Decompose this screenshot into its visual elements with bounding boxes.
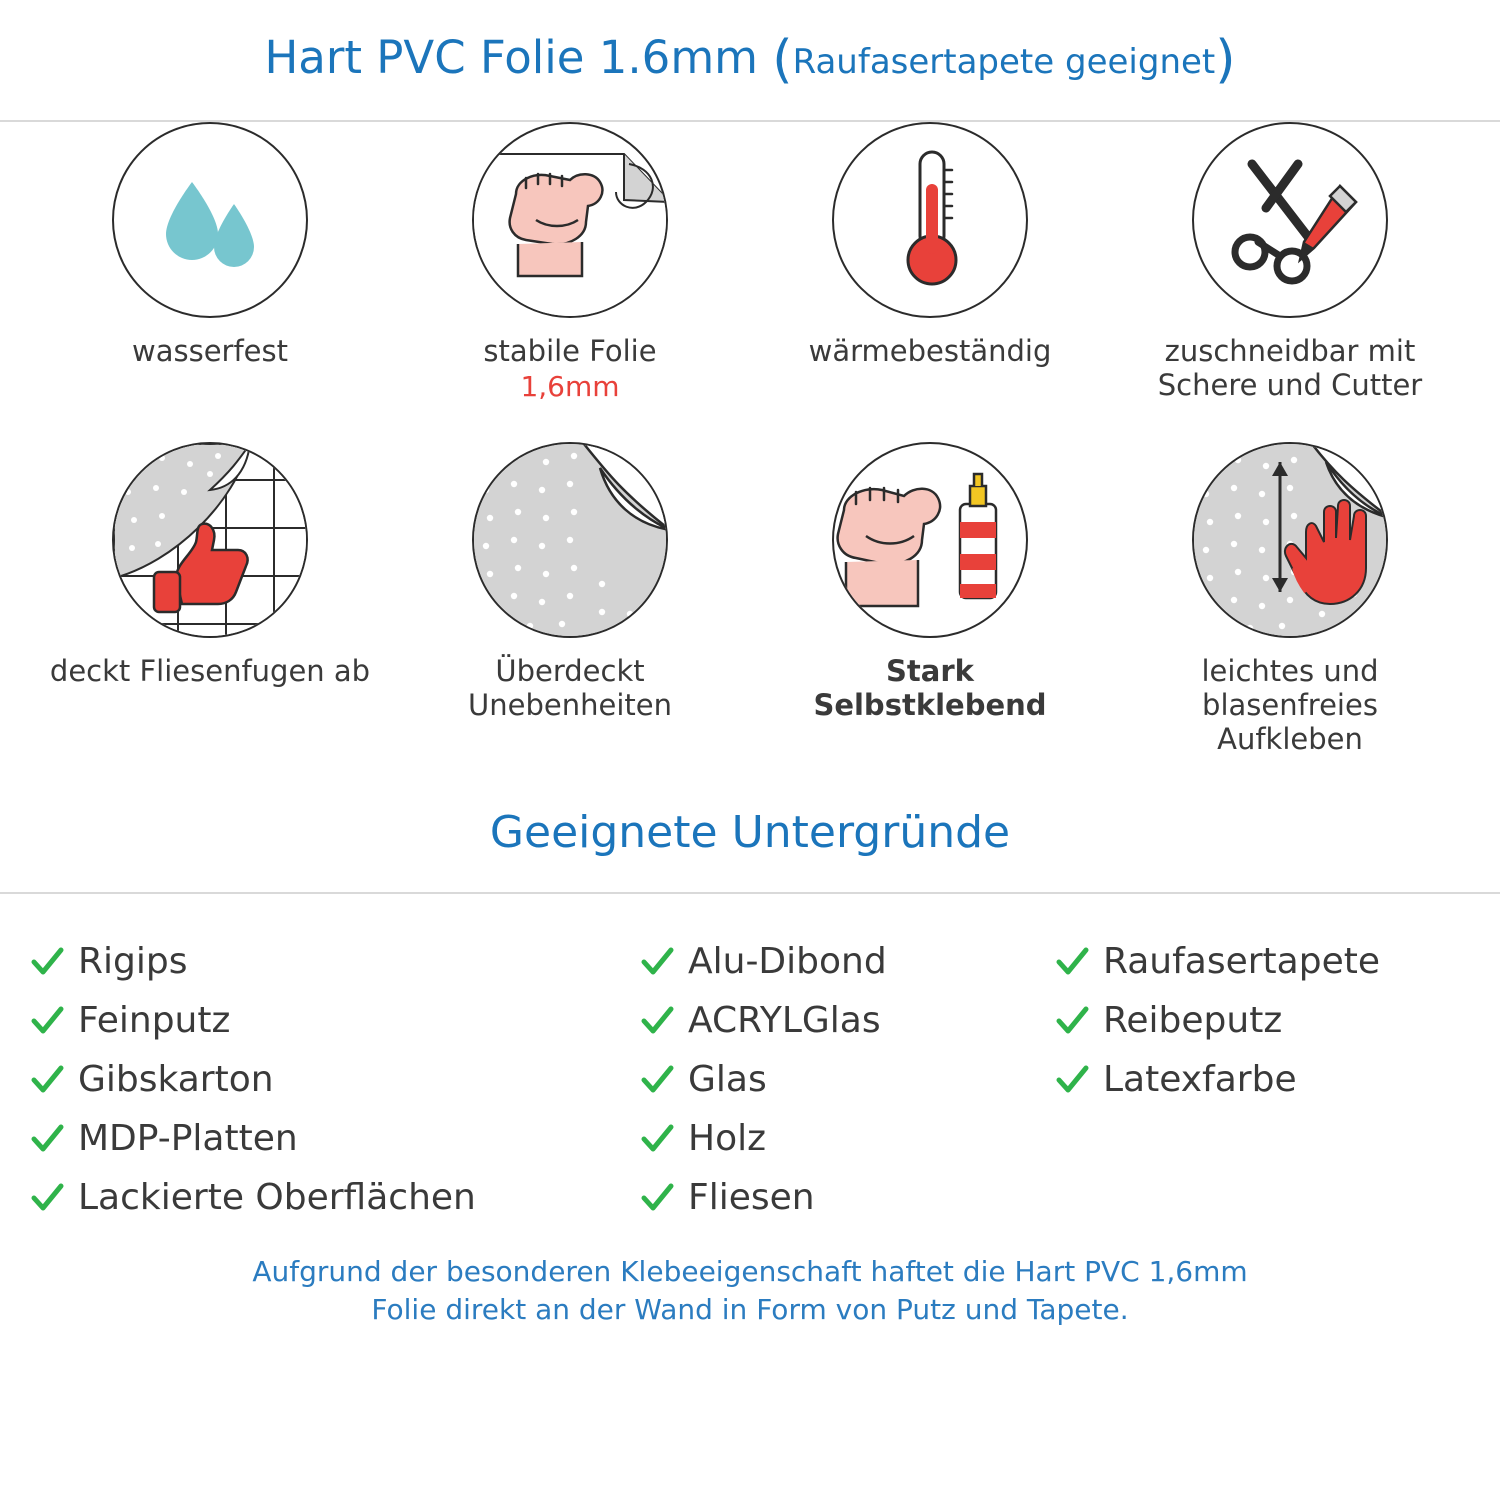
thumbs-up-tile-icon — [112, 442, 308, 638]
check-icon — [640, 1004, 674, 1038]
check-icon — [1055, 1004, 1089, 1038]
list-item — [30, 1050, 640, 1109]
list-item — [30, 991, 640, 1050]
surface-label: ACRYLGlas — [688, 1000, 881, 1041]
list-item — [640, 932, 1055, 991]
thermometer-icon — [832, 122, 1028, 318]
arm-glue-icon — [832, 442, 1028, 638]
feature-label: deckt Fliesenfugen ab — [49, 654, 371, 688]
surface-label: Raufasertapete — [1103, 941, 1380, 982]
page-title-sub: Raufasertapete geeignet — [792, 42, 1216, 82]
list-item — [30, 932, 640, 991]
feature-item — [390, 442, 750, 762]
check-icon — [1055, 945, 1089, 979]
feature-label: zuschneidbar mit Schere und Cutter — [1157, 334, 1423, 403]
surface-label: Latexfarbe — [1103, 1059, 1297, 1100]
feature-item — [30, 442, 390, 762]
feature-label: Stark Selbstklebend — [813, 654, 1047, 723]
feature-label: stabile Folie — [483, 334, 657, 368]
list-item — [640, 1109, 1055, 1168]
paren-open: ( — [772, 30, 793, 90]
surface-label: Lackierte Oberflächen — [78, 1177, 476, 1218]
feature-caption — [765, 654, 1095, 722]
list-item — [640, 991, 1055, 1050]
list-item — [1055, 932, 1500, 991]
foil-peel-icon — [472, 442, 668, 638]
feature-caption — [483, 334, 656, 403]
section-title: Geeignete Untergründe — [489, 806, 1011, 858]
feature-label: Überdeckt Unebenheiten — [468, 654, 672, 723]
surface-label: Feinputz — [78, 1000, 231, 1041]
surfaces-column-2 — [640, 932, 1055, 1227]
page-title-main: Hart PVC Folie 1.6mm — [264, 31, 773, 84]
feature-item — [750, 442, 1110, 762]
list-item — [1055, 1050, 1500, 1109]
list-item — [30, 1109, 640, 1168]
feature-sublabel: 1,6mm — [520, 370, 620, 404]
check-icon — [1055, 1063, 1089, 1097]
surface-label: Fliesen — [688, 1177, 815, 1218]
section-header — [0, 772, 1500, 894]
surfaces-column-1 — [30, 932, 640, 1227]
check-icon — [30, 1122, 64, 1156]
surface-label: Alu-Dibond — [688, 941, 887, 982]
list-item — [30, 1168, 640, 1227]
surface-label: Glas — [688, 1059, 767, 1100]
footer-line-1: Aufgrund der besonderen Klebeeigenschaft haftet die Hart PVC 1,6mm — [252, 1255, 1248, 1288]
feature-label: leichtes und blasenfreies Aufkleben — [1201, 654, 1379, 757]
check-icon — [30, 945, 64, 979]
feature-caption — [1125, 654, 1455, 757]
feature-grid — [0, 122, 1500, 762]
feature-caption — [1125, 334, 1455, 402]
footer-line-2: Folie direkt an der Wand in Form von Putz und Tapete. — [371, 1292, 1129, 1326]
feature-label: wasserfest — [131, 334, 288, 368]
feature-item — [750, 122, 1110, 442]
surface-label: Rigips — [78, 941, 188, 982]
check-icon — [640, 1122, 674, 1156]
feature-item — [1110, 122, 1470, 442]
check-icon — [30, 1181, 64, 1215]
surfaces-list — [0, 894, 1500, 1227]
paren-close: ) — [1215, 30, 1236, 90]
feature-label: wärmebeständig — [808, 334, 1052, 368]
feature-caption — [809, 334, 1052, 368]
page-header — [0, 0, 1500, 122]
flexed-arm-foil-icon — [472, 122, 668, 318]
surfaces-column-3 — [1055, 932, 1500, 1227]
feature-caption — [132, 334, 288, 368]
list-item — [1055, 991, 1500, 1050]
check-icon — [640, 1181, 674, 1215]
list-item — [640, 1168, 1055, 1227]
scissors-cutter-icon — [1192, 122, 1388, 318]
feature-item — [1110, 442, 1470, 762]
footer-note — [0, 1253, 1500, 1329]
surface-label: Gibskarton — [78, 1059, 274, 1100]
feature-caption — [50, 654, 370, 688]
surface-label: Reibeputz — [1103, 1000, 1283, 1041]
surface-label: MDP-Platten — [78, 1118, 298, 1159]
check-icon — [640, 1063, 674, 1097]
water-drops-icon — [112, 122, 308, 318]
list-item — [640, 1050, 1055, 1109]
check-icon — [30, 1063, 64, 1097]
page-title — [264, 30, 1235, 90]
feature-item — [390, 122, 750, 442]
check-icon — [640, 945, 674, 979]
hand-smoothing-icon — [1192, 442, 1388, 638]
surface-label: Holz — [688, 1118, 766, 1159]
feature-caption — [405, 654, 735, 722]
feature-item — [30, 122, 390, 442]
check-icon — [30, 1004, 64, 1038]
